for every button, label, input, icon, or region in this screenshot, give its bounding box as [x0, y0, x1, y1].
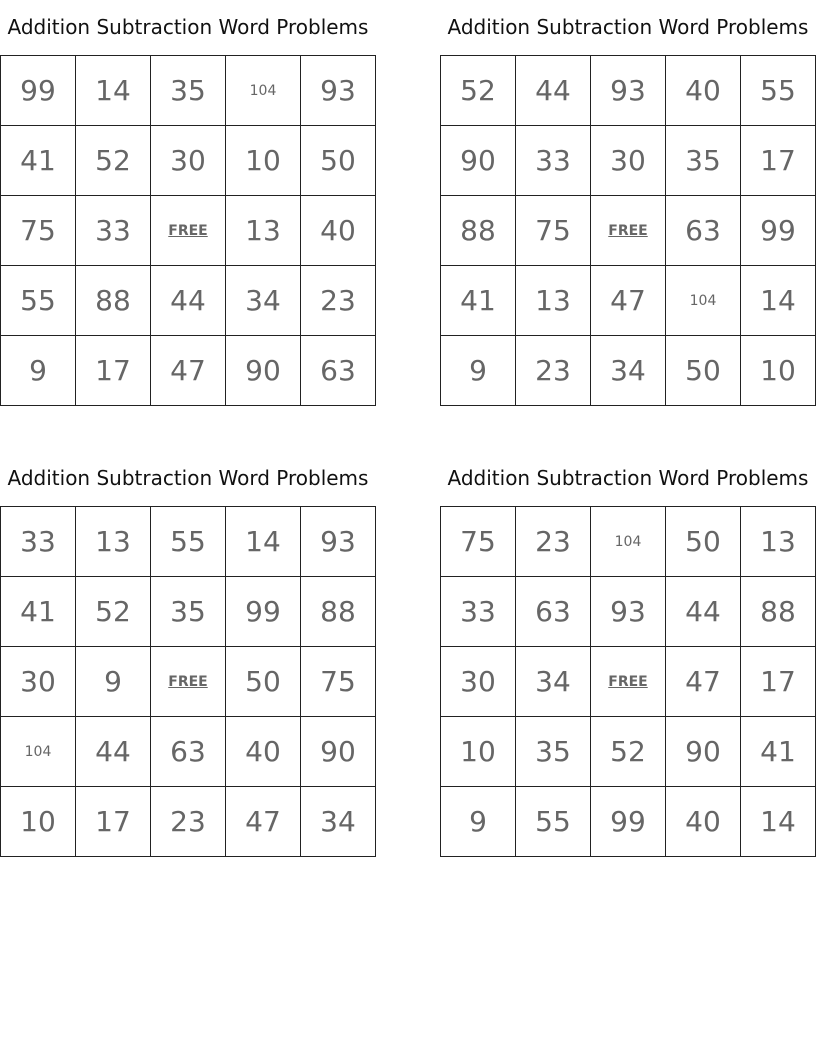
card-title: Addition Subtraction Word Problems [447, 15, 809, 39]
bingo-cell: 55 [151, 507, 226, 577]
bingo-cell: 40 [666, 56, 741, 126]
bingo-cell: 47 [666, 647, 741, 717]
bingo-cell: 52 [441, 56, 516, 126]
bingo-cell: 33 [516, 126, 591, 196]
bingo-cell: 17 [741, 126, 816, 196]
bingo-cell: 17 [76, 787, 151, 857]
bingo-cell: 50 [301, 126, 376, 196]
bingo-cell: 63 [516, 577, 591, 647]
bingo-card-1 [0, 0, 376, 406]
bingo-cell: 10 [741, 336, 816, 406]
bingo-cell: 99 [591, 787, 666, 857]
bingo-cell: 9 [1, 336, 76, 406]
bingo-cell: 30 [151, 126, 226, 196]
free-space: FREE [151, 647, 226, 717]
bingo-cell: 34 [591, 336, 666, 406]
bingo-cell: 40 [666, 787, 741, 857]
bingo-cell: 88 [76, 266, 151, 336]
bingo-cell: 47 [591, 266, 666, 336]
free-space: FREE [591, 647, 666, 717]
bingo-cell: 40 [301, 196, 376, 266]
bingo-cell: 30 [441, 647, 516, 717]
bingo-cell: 34 [301, 787, 376, 857]
bingo-cell: 35 [516, 717, 591, 787]
bingo-cell: 52 [591, 717, 666, 787]
bingo-cell: 23 [301, 266, 376, 336]
bingo-cell: 44 [151, 266, 226, 336]
bingo-cell: 23 [151, 787, 226, 857]
card-title: Addition Subtraction Word Problems [7, 466, 369, 490]
bingo-cell: 33 [1, 507, 76, 577]
bingo-cell: 13 [516, 266, 591, 336]
bingo-cell: 14 [226, 507, 301, 577]
bingo-cell: 23 [516, 336, 591, 406]
bingo-cell: 41 [1, 126, 76, 196]
bingo-cell: 30 [1, 647, 76, 717]
bingo-cell: 10 [226, 126, 301, 196]
bingo-cell: 35 [666, 126, 741, 196]
card-title: Addition Subtraction Word Problems [7, 15, 369, 39]
bingo-cell: 41 [741, 717, 816, 787]
bingo-cell: 47 [226, 787, 301, 857]
bingo-cell: 88 [741, 577, 816, 647]
bingo-cell: 34 [226, 266, 301, 336]
bingo-cell: 44 [516, 56, 591, 126]
bingo-cell: 99 [226, 577, 301, 647]
bingo-cell: 75 [301, 647, 376, 717]
bingo-cell: 9 [441, 787, 516, 857]
bingo-cell: 75 [441, 507, 516, 577]
bingo-cell: 104 [591, 507, 666, 577]
bingo-cell: 93 [301, 56, 376, 126]
bingo-cell: 9 [441, 336, 516, 406]
bingo-cell: 75 [516, 196, 591, 266]
bingo-cell: 9 [76, 647, 151, 717]
bingo-cell: 55 [516, 787, 591, 857]
bingo-grid [0, 55, 376, 406]
bingo-cell: 23 [516, 507, 591, 577]
bingo-cell: 35 [151, 56, 226, 126]
bingo-cell: 17 [76, 336, 151, 406]
bingo-cell: 14 [741, 266, 816, 336]
bingo-cell: 88 [441, 196, 516, 266]
bingo-cell: 99 [1, 56, 76, 126]
card-title: Addition Subtraction Word Problems [447, 466, 809, 490]
bingo-cell: 55 [1, 266, 76, 336]
bingo-cell: 52 [76, 577, 151, 647]
bingo-card-3 [0, 451, 376, 857]
bingo-cell: 33 [441, 577, 516, 647]
bingo-cell: 90 [666, 717, 741, 787]
bingo-cell: 99 [741, 196, 816, 266]
bingo-cell: 41 [1, 577, 76, 647]
bingo-grid [440, 55, 816, 406]
bingo-cell: 44 [76, 717, 151, 787]
bingo-card-2 [440, 0, 816, 406]
bingo-cell: 55 [741, 56, 816, 126]
bingo-cell: 50 [666, 336, 741, 406]
bingo-cell: 104 [226, 56, 301, 126]
bingo-cell: 17 [741, 647, 816, 717]
bingo-grid [0, 506, 376, 857]
bingo-cell: 44 [666, 577, 741, 647]
bingo-cell: 35 [151, 577, 226, 647]
bingo-cell: 10 [441, 717, 516, 787]
bingo-cell: 41 [441, 266, 516, 336]
bingo-cell: 52 [76, 126, 151, 196]
bingo-cell: 13 [226, 196, 301, 266]
bingo-cell: 93 [301, 507, 376, 577]
bingo-cell: 90 [441, 126, 516, 196]
bingo-cell: 63 [666, 196, 741, 266]
free-space: FREE [151, 196, 226, 266]
bingo-cell: 13 [741, 507, 816, 577]
bingo-cell: 50 [226, 647, 301, 717]
bingo-cell: 104 [666, 266, 741, 336]
free-space: FREE [591, 196, 666, 266]
bingo-cell: 104 [1, 717, 76, 787]
bingo-cell: 63 [301, 336, 376, 406]
bingo-cell: 47 [151, 336, 226, 406]
bingo-cell: 88 [301, 577, 376, 647]
bingo-cell: 93 [591, 56, 666, 126]
bingo-cell: 13 [76, 507, 151, 577]
bingo-card-4 [440, 451, 816, 857]
bingo-cell: 34 [516, 647, 591, 717]
bingo-cell: 75 [1, 196, 76, 266]
bingo-cell: 33 [76, 196, 151, 266]
bingo-cell: 30 [591, 126, 666, 196]
bingo-cell: 90 [226, 336, 301, 406]
bingo-grid [440, 506, 816, 857]
bingo-cell: 10 [1, 787, 76, 857]
bingo-cell: 50 [666, 507, 741, 577]
bingo-cell: 90 [301, 717, 376, 787]
bingo-cell: 14 [76, 56, 151, 126]
bingo-cell: 93 [591, 577, 666, 647]
bingo-cell: 14 [741, 787, 816, 857]
bingo-cell: 40 [226, 717, 301, 787]
bingo-cell: 63 [151, 717, 226, 787]
